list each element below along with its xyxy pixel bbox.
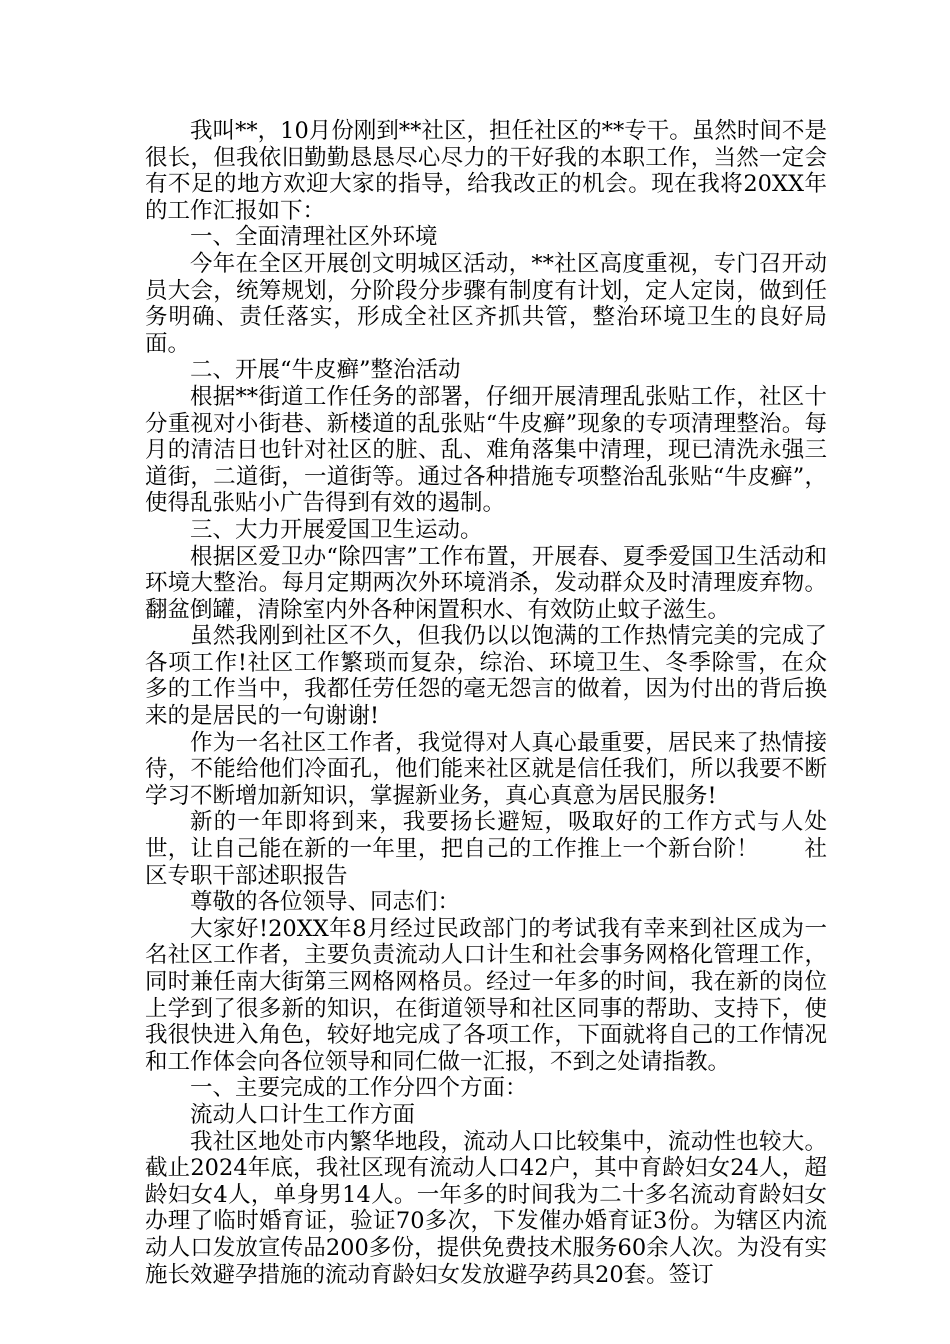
section-heading-environment: 一、全面清理社区外环境 — [190, 224, 438, 251]
body-paragraph: 今年在全区开展创文明城区活动，**社区高度重视，专门召开动员大会，统筹规划，分阶段分步骤有制度有计划，定人定岗，做到任务明确、责任落实，形成全社区齐抓共管，整治环境卫生的良好局面。 — [145, 250, 827, 357]
body-paragraph: 作为一名社区工作者，我觉得对人真心最重要，居民来了热情接待，不能给他们冷面孔，他们能来社区就是信任我们，所以我要不断学习不断增加新知识，掌握新业务，真心真意为居民服务! — [145, 729, 827, 809]
subsection-heading-floating-population: 流动人口计生工作方面 — [190, 1101, 416, 1128]
body-paragraph: 大家好!20XX年8月经过民政部门的考试我有幸来到社区成为一名社区工作者，主要负责流动人口计生和社会事务网格化管理工作，同时兼任南大街第三网格网格员。经过一年多的时间，我在新的岗位上学到了很多新的知识，在街道领导和社区同事的帮助、支持下，使我很快进入角色，较好地完成了各项工作，下面就将自己的工作情况和工作体会向各位领导和同仁做一汇报，不到之处请指教。 — [145, 915, 827, 1075]
body-paragraph: 根据区爱卫办“除四害”工作布置，开展春、夏季爱国卫生活动和环境大整治。每月定期两次外环境消杀，发动群众及时清理废弃物。翻盆倒罐，清除室内外各种闲置积水、有效防止蚊子滋生。 — [145, 543, 827, 623]
body-paragraph: 我社区地处市内繁华地段，流动人口比较集中，流动性也较大。截止2024年底，我社区现有流动人口42户，其中育龄妇女24人，超龄妇女4人，单身男14人。一年多的时间我为二十多名流动育龄妇女办理了临时婚育证，验证70多次，下发催办婚育证3份。为辖区内流动人口发放宣传品200多份，提供免费技术服务60余人次。为没有实施长效避孕措施的流动育龄妇女发放避孕药具20套。签订 — [145, 1128, 827, 1288]
salutation: 尊敬的各位领导、同志们： — [190, 889, 461, 916]
document-page — [145, 118, 827, 1288]
section-heading-niupixuan: 二、开展“牛皮癣”整治活动 — [190, 357, 461, 384]
section-heading-main-work: 一、主要完成的工作分四个方面： — [190, 1075, 528, 1102]
section-heading-sanitation: 三、大力开展爱国卫生运动。 — [190, 516, 483, 543]
body-paragraph: 虽然我刚到社区不久，但我仍以以饱满的工作热情完美的完成了各项工作!社区工作繁琐而复杂，综治、环境卫生、冬季除雪，在众多的工作当中，我都任劳任怨的毫无怨言的做着，因为付出的背后换来的是居民的一句谢谢! — [145, 623, 827, 730]
body-paragraph: 新的一年即将到来，我要扬长避短，吸取好的工作方式与人处世，让自己能在新的一年里，把自己的工作推上一个新台阶！ 社区专职干部述职报告 — [145, 809, 827, 889]
intro-paragraph: 我叫**，10月份刚到**社区，担任社区的**专干。虽然时间不是很长，但我依旧勤勤恳恳尽心尽力的干好我的本职工作，当然一定会有不足的地方欢迎大家的指导，给我改正的机会。现在我将20XX年的工作汇报如下： — [145, 118, 827, 224]
body-paragraph: 根据**街道工作任务的部署，仔细开展清理乱张贴工作，社区十分重视对小街巷、新楼道的乱张贴“牛皮癣”现象的专项清理整治。每月的清洁日也针对社区的脏、乱、难角落集中清理，现已清洗永强三道街，二道街，一道街等。通过各种措施专项整治乱张贴“牛皮癣”，使得乱张贴小广告得到有效的遏制。 — [145, 383, 827, 517]
